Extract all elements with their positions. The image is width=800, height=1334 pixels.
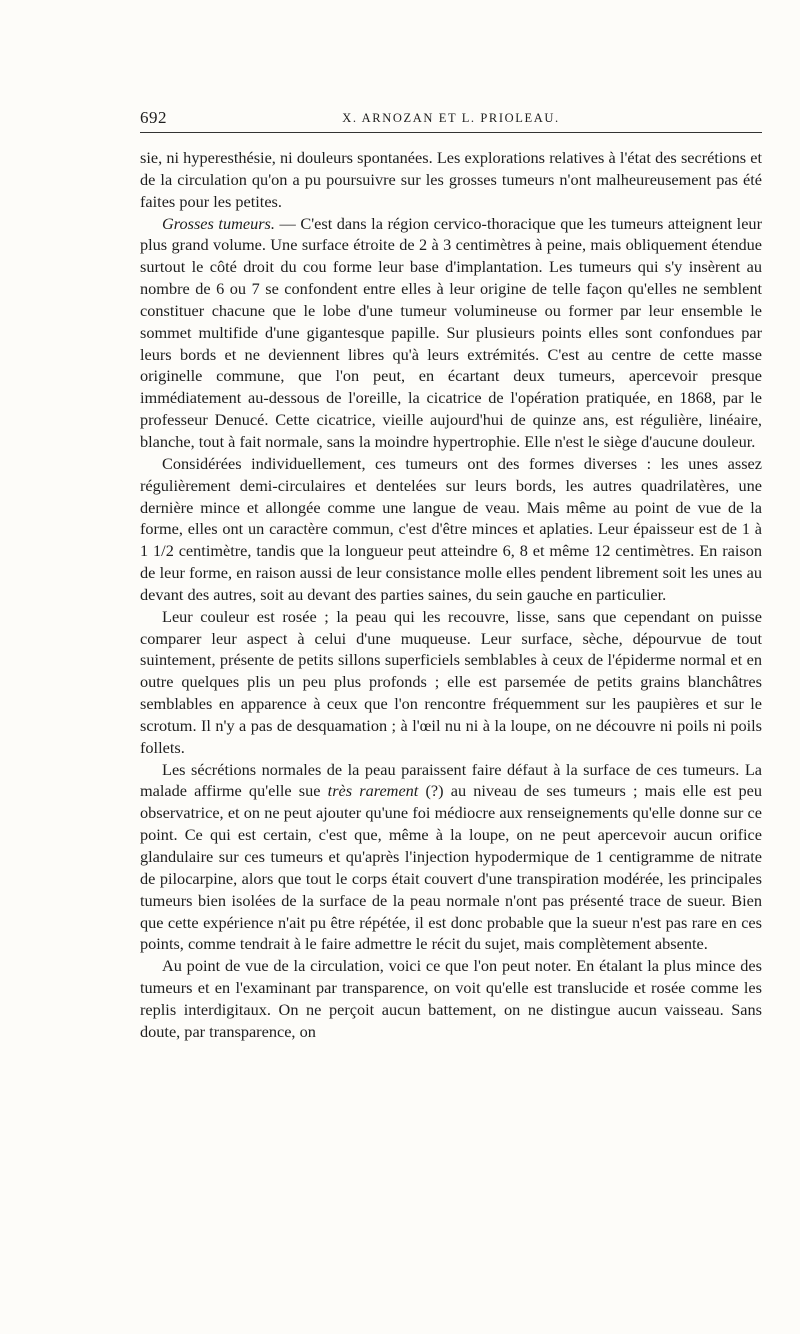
emphasis: très rarement [327,781,419,801]
paragraph-text: (?) au niveau de ses tumeurs ; mais elle est peu observatrice, et on ne peut ajouter qu'une foi médiocre aux renseignements qu'elle donne sur ce point. Ce qui est certain, c'est que, même à la loupe, on ne peut apercevoir aucun orifice glandulaire sur ces tumeurs et qu'après l'injection hypodermique de 1 centigramme de nitrate de pilocarpine, alors que tout le corps était couvert d'une transpiration modérée, les principales tumeurs bien isolées de la surface de la peau normale n'ont pas présenté trace de sueur. Bien que cette expérience n'ait pu être répétée, il est donc probable que la sueur n'est pas rare en ces points, comme tendrait à le faire admettre le récit du sujet, mais complètement absente. [140,781,762,954]
paragraph-text: Leur couleur est rosée ; la peau qui les recouvre, lisse, sans que cependant on puisse comparer leur aspect à celui d'une muqueuse. Leur surface, sèche, dépourvue de tout suintement, présente de petits sillons superficiels semblables à ceux de l'épiderme normal et en outre quelques plis un peu plus profonds ; elle est parsemée de petits grains blanchâtres semblables en apparence à ceux que l'on rencontre fréquemment sur les paupières et sur le scrotum. Il n'y a pas de desquamation ; à l'œil nu ni à la loupe, on ne découvre ni poils ni poils follets. [140,606,762,757]
paragraph [140,453,762,606]
page-header [140,104,762,133]
section-heading: Grosses tumeurs. [162,213,275,233]
paragraph-text: Considérées individuellement, ces tumeurs ont des formes diverses : les unes assez régulièrement demi-circulaires et dentelées sur leurs bords, les autres quadrilatères, une dernière mince et allongée comme une langue de veau. Mais même au point de vue de la forme, elles ont un caractère commun, c'est d'être minces et aplaties. Leur épaisseur est de 1 à 1 1/2 centimètre, tandis que la longueur peut atteindre 6, 8 et même 12 centimètres. En raison de leur forme, en raison aussi de leur consistance molle elles pendent librement soit les unes au devant des autres, soit au devant des parties saines, du sein gauche en particulier. [140,453,762,604]
body-text [140,147,762,1043]
paragraph [140,213,762,453]
paragraph-text: sie, ni hyperesthésie, ni douleurs spontanées. Les explorations relatives à l'état des secrétions et de la circulation qu'on a pu poursuivre sur les grosses tumeurs n'ont malheureusement pas été faites pour les petites. [140,148,762,211]
book-page [140,104,762,1043]
paragraph [140,606,762,759]
paragraph [140,955,762,1042]
paragraph [140,147,762,213]
paragraph-text: Les sécrétions normales de la peau paraissent faire défaut à la surface de ces tumeurs. La malade affirme qu'elle sue [140,759,762,801]
running-head: X. ARNOZAN ET L. PRIOLEAU. [342,111,560,125]
paragraph-text: — C'est dans la région cervico-thoracique que les tumeurs atteignent leur plus grand volume. Une surface étroite de 2 à 3 centimètres à peine, mais obliquement étendue surtout le côté droit du cou forme leur base d'implantation. Les tumeurs qui s'y insèrent au nombre de 6 ou 7 se confondent entre elles à leur origine de telle façon qu'elles ne semblent constituer chacune que le lobe d'une tumeur volumineuse ou former par leur ensemble le sommet multifide d'une gigantesque papille. Sur plusieurs points elles sont confondues par leurs bords et ne deviennent libres qu'à leurs extrémités. C'est au centre de cette masse originelle commune, que l'on peut, en écartant deux tumeurs, apercevoir presque immédiatement au-dessous de l'oreille, la cicatrice de l'opération pratiquée, en 1868, par le professeur Denucé. Cette cicatrice, vieille aujourd'hui de quinze ans, est régulière, linéaire, blanche, tout à fait normale, sans la moindre hypertrophie. Elle n'est le siège d'aucune douleur. [140,213,762,451]
page-number: 692 [140,108,167,127]
paragraph-text: Au point de vue de la circulation, voici ce que l'on peut noter. En étalant la plus mince des tumeurs et en l'examinant par transparence, on voit qu'elle est translucide et rosée comme les replis interdigitaux. On ne perçoit aucun battement, on ne distingue aucun vaisseau. Sans doute, par transparence, on [140,956,762,1041]
paragraph [140,759,762,956]
